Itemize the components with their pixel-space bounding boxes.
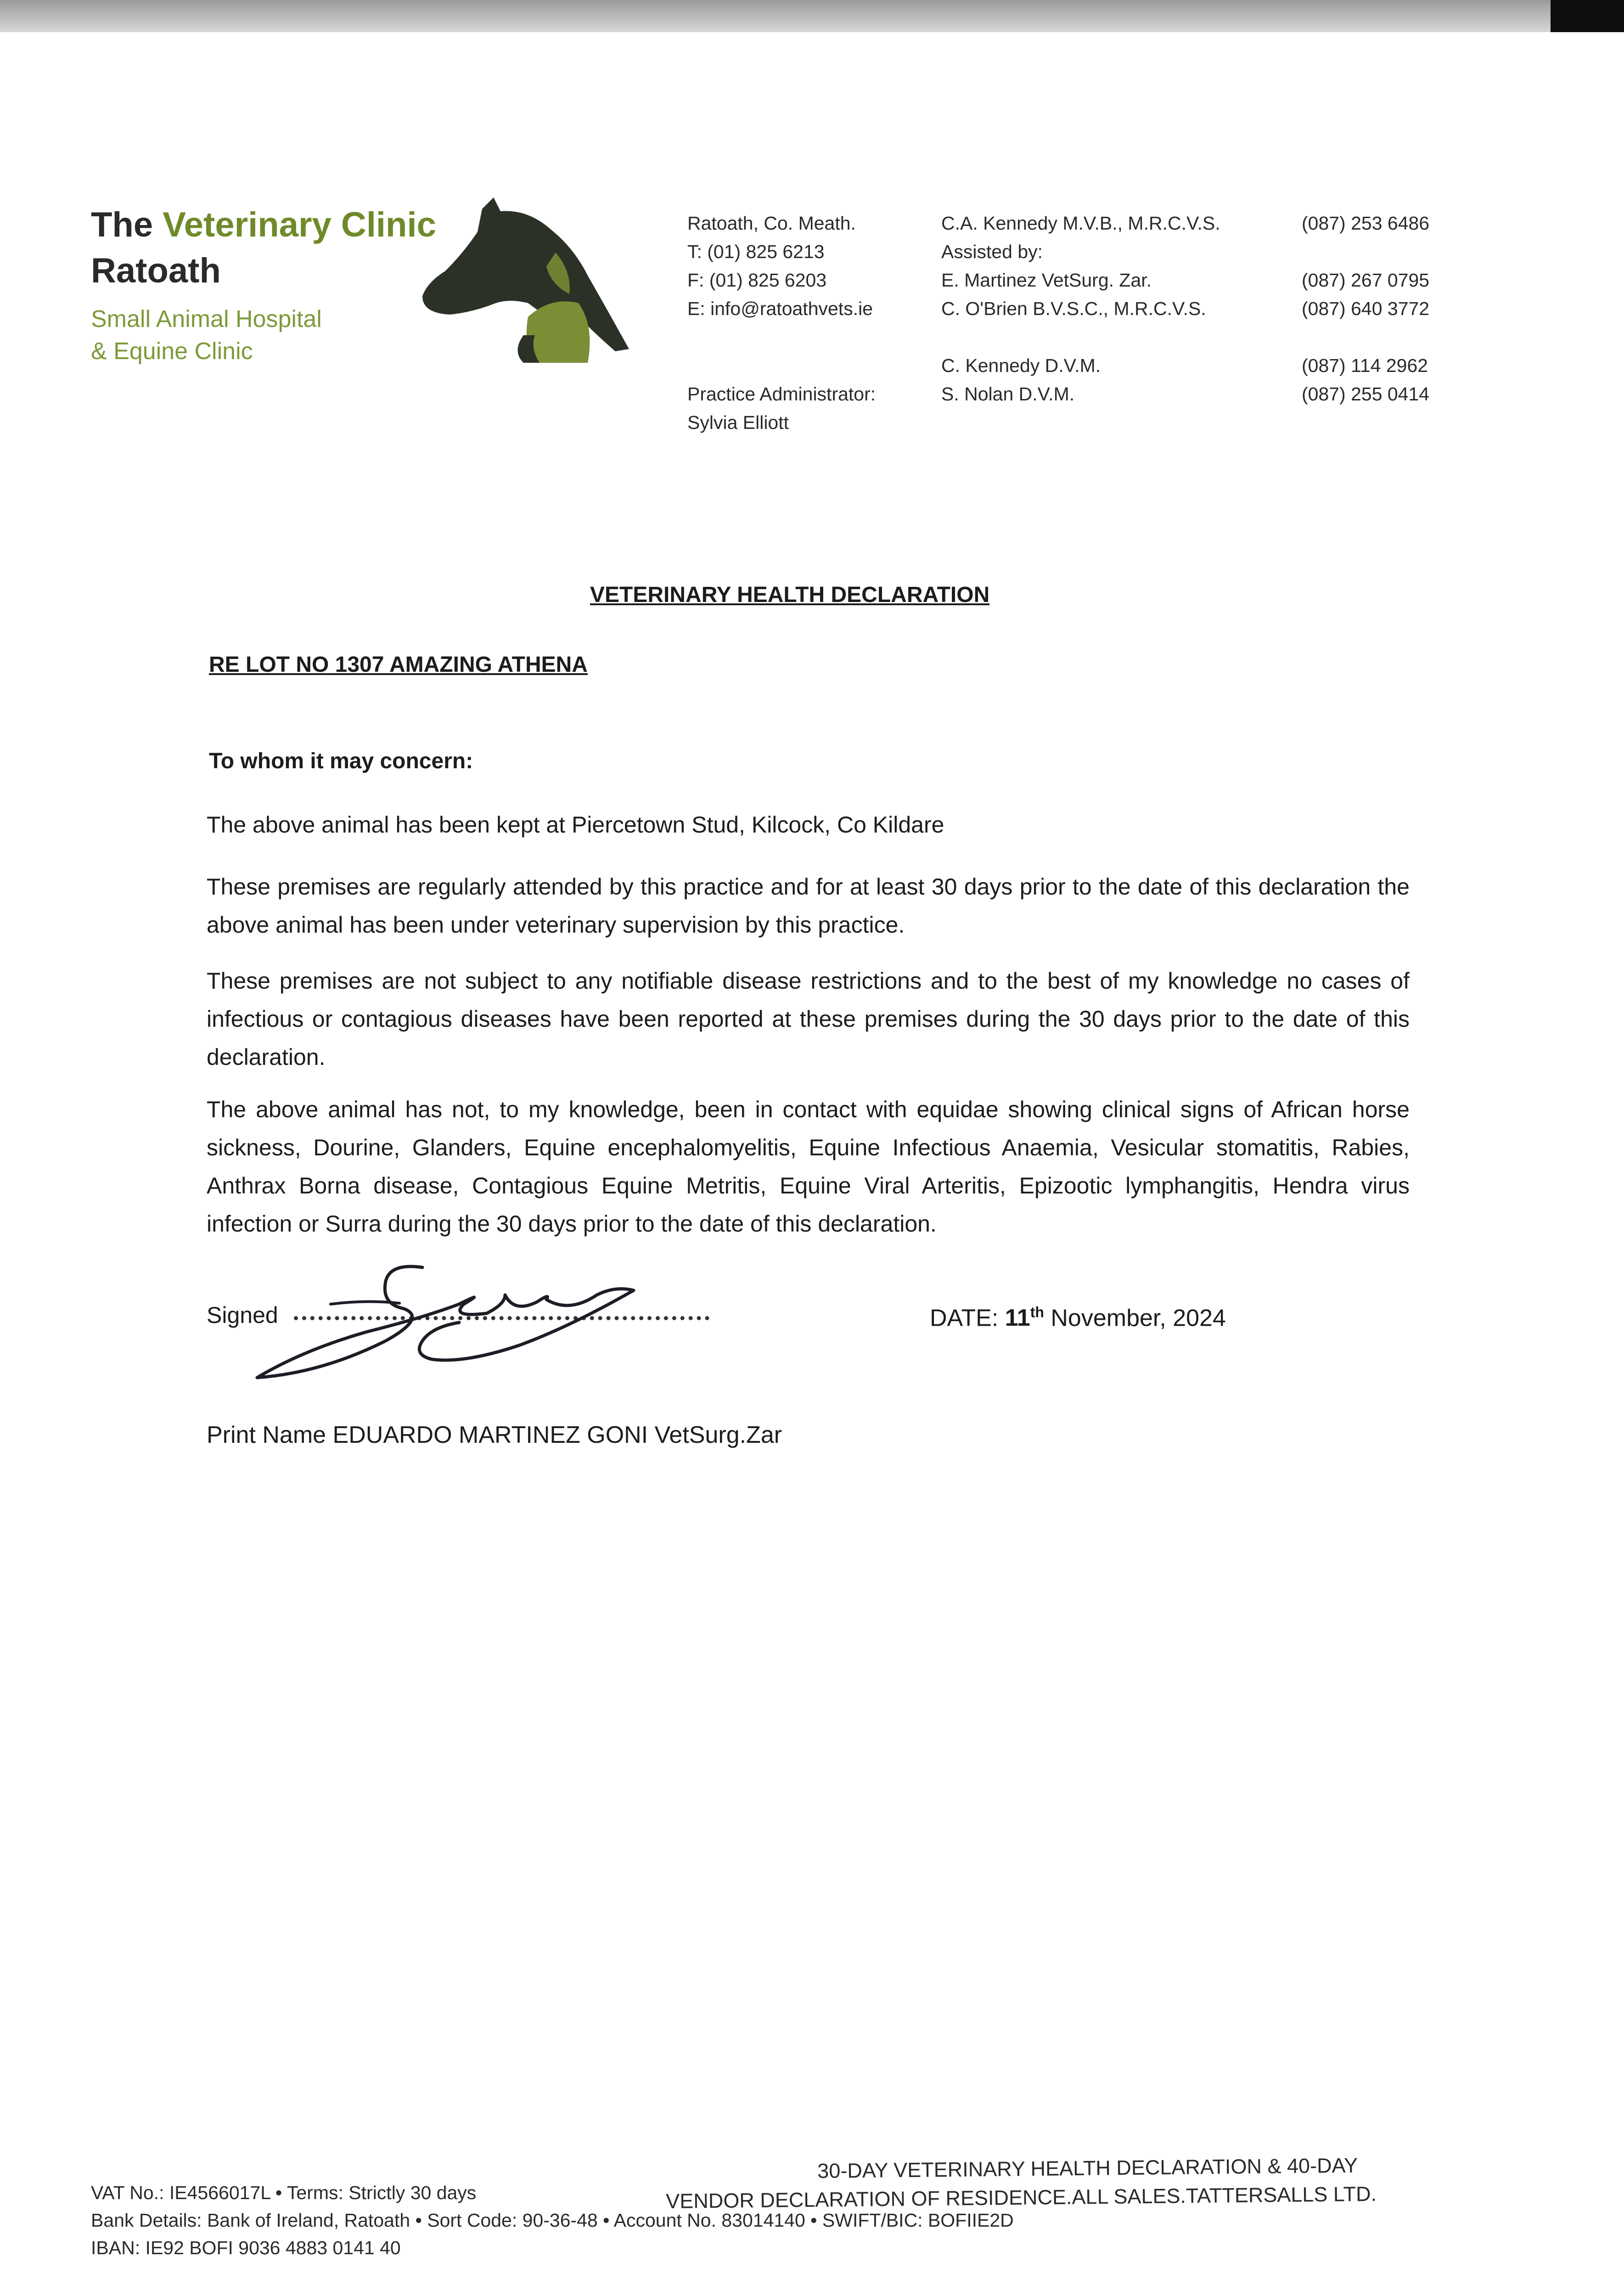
- clinic-name: [91, 202, 436, 248]
- email-line: E: info@ratoathvets.ie: [687, 298, 873, 319]
- staff-phone: (087) 267 0795: [1302, 270, 1430, 291]
- admin-name: Sylvia Elliott: [687, 412, 789, 433]
- staff-phone: (087) 114 2962: [1302, 355, 1428, 376]
- clinic-name-prefix: The: [91, 205, 153, 244]
- staff-list: [941, 209, 1220, 323]
- date-month-year: November, 2024: [1051, 1305, 1226, 1332]
- vat-line: VAT No.: IE4566017L • Terms: Strictly 30 days: [91, 2182, 477, 2203]
- staff-name: C.A. Kennedy M.V.B., M.R.C.V.S.: [941, 213, 1220, 234]
- lot-reference: RE LOT NO 1307 AMAZING ATHENA: [209, 653, 588, 677]
- bank-line: Bank Details: Bank of Ireland, Ratoath • Sort Code: 90-36-48 • Account No. 83014140 • SWIFT/BIC: BOFIIE2D: [91, 2210, 1014, 2231]
- iban-line: IBAN: IE92 BOFI 9036 4883 0141 40: [91, 2237, 401, 2258]
- staff-phones-2: [1302, 351, 1429, 408]
- address-block: [687, 209, 873, 323]
- staff-name: E. Martinez VetSurg. Zar.: [941, 270, 1152, 291]
- signed-label: Signed: [207, 1302, 278, 1328]
- admin-block: [687, 380, 876, 437]
- staff-phone: [1302, 237, 1429, 266]
- clinic-name-main: Veterinary Clinic: [163, 205, 436, 244]
- staff-phone: (087) 253 6486: [1302, 213, 1430, 234]
- salutation: To whom it may concern:: [209, 749, 473, 773]
- clinic-subtitle: [91, 303, 322, 367]
- staff-phone: (087) 255 0414: [1302, 383, 1430, 405]
- handwritten-signature: [248, 1249, 698, 1387]
- staff-phone: (087) 640 3772: [1302, 298, 1430, 319]
- staff-name: Assisted by:: [941, 241, 1043, 262]
- staff-name: C. O'Brien B.V.S.C., M.R.C.V.S.: [941, 298, 1206, 319]
- date-label: DATE:: [930, 1305, 999, 1332]
- horse-head-logo-icon: [413, 197, 643, 367]
- stamp-line-1: 30-DAY VETERINARY HEALTH DECLARATION & 40-DAY: [817, 2153, 1358, 2183]
- declaration-date: [930, 1304, 1226, 1332]
- clinic-town: Ratoath: [91, 251, 221, 290]
- clinic-subtitle-line: Small Animal Hospital: [91, 306, 322, 332]
- address-line: Ratoath, Co. Meath.: [687, 213, 856, 234]
- print-name: Print Name EDUARDO MARTINEZ GONI VetSurg.Zar: [207, 1422, 782, 1448]
- stamp-line-2: VENDOR DECLARATION OF RESIDENCE.ALL SALES.TATTERSALLS LTD.: [666, 2182, 1377, 2213]
- date-suffix: th: [1030, 1304, 1044, 1321]
- staff-name: S. Nolan D.V.M.: [941, 383, 1075, 405]
- paragraph: These premises are not subject to any notifiable disease restrictions and to the best of my knowledge no cases of infectious or contagious diseases have been reported at these premises during the 30 days prior to the date of this declaration.: [207, 968, 1410, 1070]
- scan-corner: [1551, 0, 1624, 34]
- paragraph: The above animal has been kept at Piercetown Stud, Kilcock, Co Kildare: [207, 812, 944, 838]
- date-day: 11: [1005, 1305, 1030, 1332]
- admin-label: Practice Administrator:: [687, 383, 876, 405]
- paragraph: These premises are regularly attended by this practice and for at least 30 days prior to the date of this declaration the above animal has been under veterinary supervision by this practice.: [207, 874, 1410, 938]
- staff-name: C. Kennedy D.V.M.: [941, 355, 1101, 376]
- scan-edge: [0, 0, 1624, 32]
- paragraph: The above animal has not, to my knowledge, been in contact with equidae showing clinical signs of African horse sickness, Dourine, Glanders, Equine encephalomyelitis, Equine Infectious Anaemia, Vesicular stomatitis, Rabies, Anthrax Borna disease, Contagious Equine Metritis, Equine Viral Arteritis, Epizootic lymphangitis, Hendra virus infection or Surra during the 30 days prior to the date of this declaration.: [207, 1097, 1410, 1237]
- staff-list-2: [941, 351, 1101, 408]
- phone-line: T: (01) 825 6213: [687, 241, 825, 262]
- declaration-title: VETERINARY HEALTH DECLARATION: [590, 583, 990, 607]
- fax-line: F: (01) 825 6203: [687, 270, 827, 291]
- staff-phones: [1302, 209, 1429, 323]
- clinic-subtitle-line: & Equine Clinic: [91, 338, 253, 365]
